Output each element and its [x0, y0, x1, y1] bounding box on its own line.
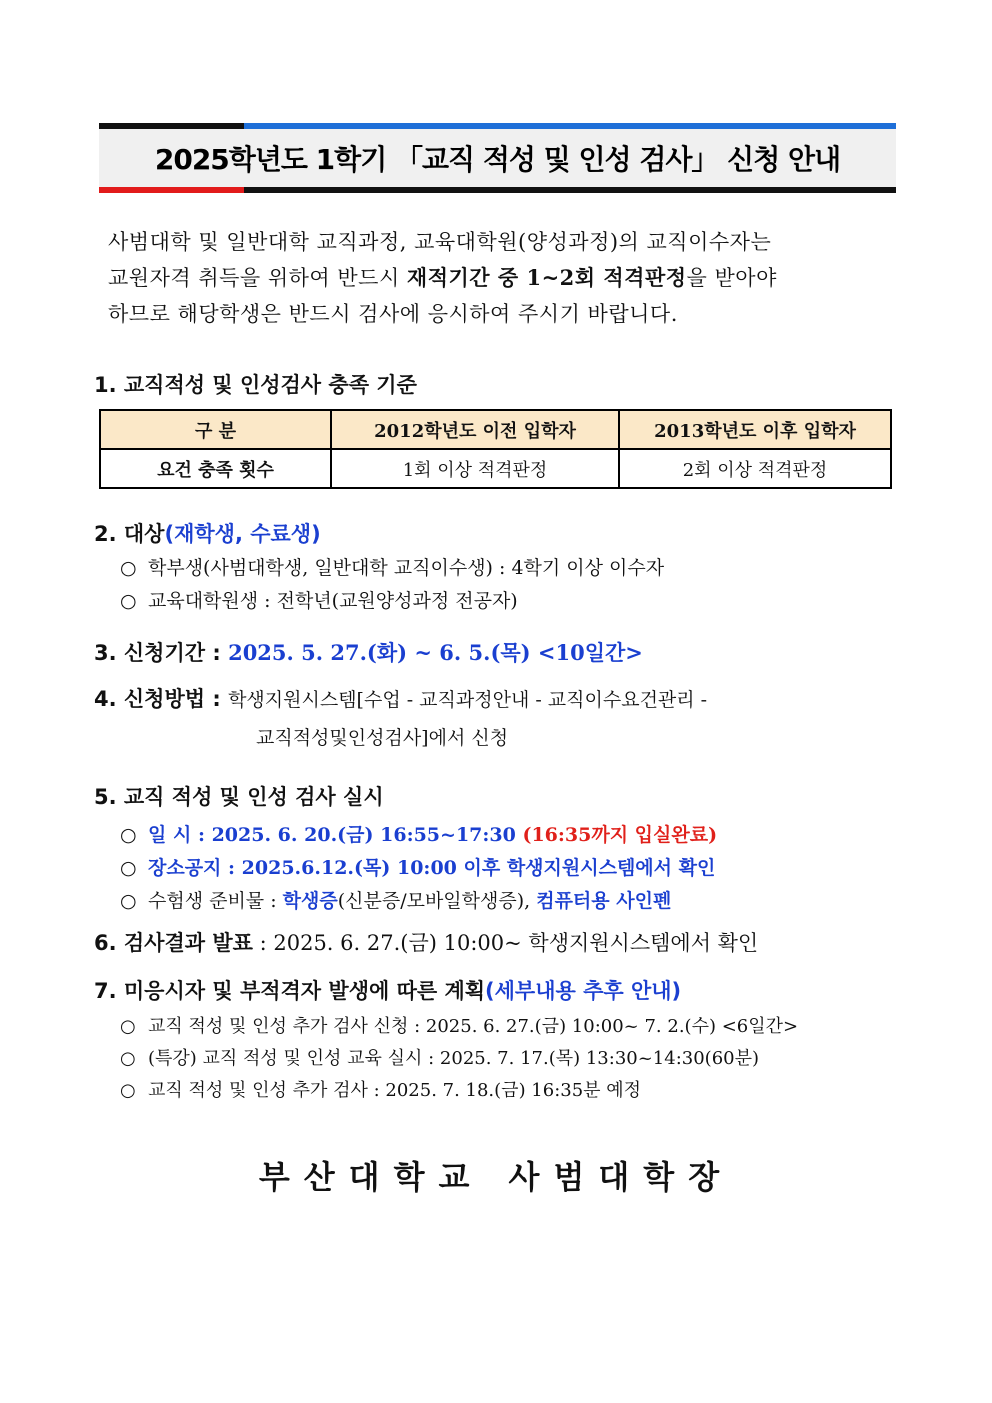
application-method: 학생지원시스템[수업 - 교직과정안내 - 교직이수요건관리 - — [228, 689, 708, 711]
bullet-icon: ○ — [120, 890, 137, 912]
intro-text: 교원자격 취득을 위하여 반드시 — [108, 266, 407, 290]
section-6-title: 6. 검사결과 발표 — [94, 931, 253, 955]
intro-paragraph — [108, 224, 898, 332]
list-item-text: 수험생 준비물 : — [148, 890, 283, 912]
list-item — [120, 1044, 759, 1070]
table-cell: 요건 충족 횟수 — [100, 449, 331, 488]
list-item-text: 교직 적성 및 인성 추가 검사 신청 : 2025. 6. 27.(금) 10:00~ 7. 2.(수) <6일간> — [148, 1016, 799, 1037]
intro-text: 을 받아야 — [686, 266, 777, 290]
table-header-row — [100, 410, 891, 449]
section-5-heading: 5. 교직 적성 및 인성 검사 실시 — [94, 785, 384, 809]
section-4-heading — [94, 683, 707, 713]
application-method-cont: 교직적성및인성검사]에서 신청 — [256, 727, 509, 749]
section-3-title: 3. 신청기간 : — [94, 641, 229, 665]
title-bar-black-bottom — [244, 187, 896, 193]
bullet-icon: ○ — [120, 557, 137, 579]
section-7-title: 7. 미응시자 및 부적격자 발생에 따른 계획 — [94, 979, 486, 1003]
section-1-heading: 1. 교직적성 및 인성검사 충족 기준 — [94, 373, 417, 397]
list-item-text: 학부생(사범대학생, 일반대학 교직이수생) : 4학기 이상 이수자 — [148, 557, 665, 579]
bullet-icon: ○ — [120, 857, 137, 879]
section-4-title: 4. 신청방법 : — [94, 687, 229, 711]
list-item — [120, 1076, 641, 1102]
venue-notice: 장소공지 : 2025.6.12.(목) 10:00 이후 학생지원시스템에서 확인 — [148, 857, 716, 879]
table-cell: 2회 이상 적격판정 — [619, 449, 891, 488]
intro-line-2 — [108, 260, 898, 296]
list-item — [120, 853, 715, 880]
title-bar-red — [99, 187, 244, 193]
list-item-text: 교육대학원생 : 전학년(교원양성과정 전공자) — [148, 590, 518, 612]
signature: 부산대학교 사범대학장 — [258, 1158, 734, 1196]
entry-deadline: (16:35까지 입실완료) — [522, 824, 718, 846]
criteria-table — [99, 409, 892, 489]
page-title: 2025학년도 1학기 「교직 적성 및 인성 검사」 신청 안내 — [154, 143, 841, 176]
list-item — [120, 820, 717, 847]
title-bar-black — [99, 123, 244, 129]
section-2-note: (재학생, 수료생) — [164, 522, 321, 546]
bullet-icon: ○ — [120, 1016, 136, 1037]
section-6-heading — [94, 927, 758, 957]
bullet-icon: ○ — [120, 1048, 136, 1069]
section-2-title: 2. 대상 — [94, 522, 165, 546]
bullet-icon: ○ — [120, 590, 137, 612]
list-item-text: (특강) 교직 적성 및 인성 교육 실시 : 2025. 7. 17.(목) 13:30~14:30(60분) — [148, 1048, 760, 1069]
list-item — [120, 1012, 798, 1038]
table-header-cell: 2013학년도 이후 입학자 — [619, 410, 891, 449]
list-item — [120, 586, 518, 613]
student-id: 학생증 — [282, 890, 338, 912]
section-2-heading — [94, 518, 321, 548]
exam-datetime: 일 시 : 2025. 6. 20.(금) 16:55~17:30 — [148, 824, 523, 846]
table-row — [100, 449, 891, 488]
application-period: 2025. 5. 27.(화) ~ 6. 5.(목) <10일간> — [228, 640, 643, 665]
table-header-cell: 구 분 — [100, 410, 331, 449]
title-box — [99, 123, 896, 193]
intro-line-1: 사범대학 및 일반대학 교직과정, 교육대학원(양성과정)의 교직이수자는 — [108, 230, 772, 254]
section-7-note: (세부내용 추후 안내) — [485, 979, 682, 1003]
list-item — [120, 886, 671, 913]
bullet-icon: ○ — [120, 1080, 136, 1101]
intro-line-3: 하므로 해당학생은 반드시 검사에 응시하여 주시기 바랍니다. — [108, 302, 678, 326]
list-item-text: 교직 적성 및 인성 추가 검사 : 2025. 7. 18.(금) 16:35분 예정 — [148, 1080, 642, 1101]
table-header-cell: 2012학년도 이전 입학자 — [331, 410, 619, 449]
intro-emphasis: 재적기간 중 1~2회 적격판정 — [406, 265, 687, 290]
list-item — [120, 553, 664, 580]
result-announcement: : 2025. 6. 27.(금) 10:00~ 학생지원시스템에서 확인 — [252, 931, 759, 955]
table-cell: 1회 이상 적격판정 — [331, 449, 619, 488]
section-3-heading — [94, 637, 643, 667]
title-bar-blue — [244, 123, 896, 129]
section-7-heading — [94, 975, 681, 1005]
list-item-text: (신분증/모바일학생증), — [337, 890, 537, 912]
bullet-icon: ○ — [120, 824, 137, 846]
sign-pen: 컴퓨터용 사인펜 — [536, 890, 672, 912]
